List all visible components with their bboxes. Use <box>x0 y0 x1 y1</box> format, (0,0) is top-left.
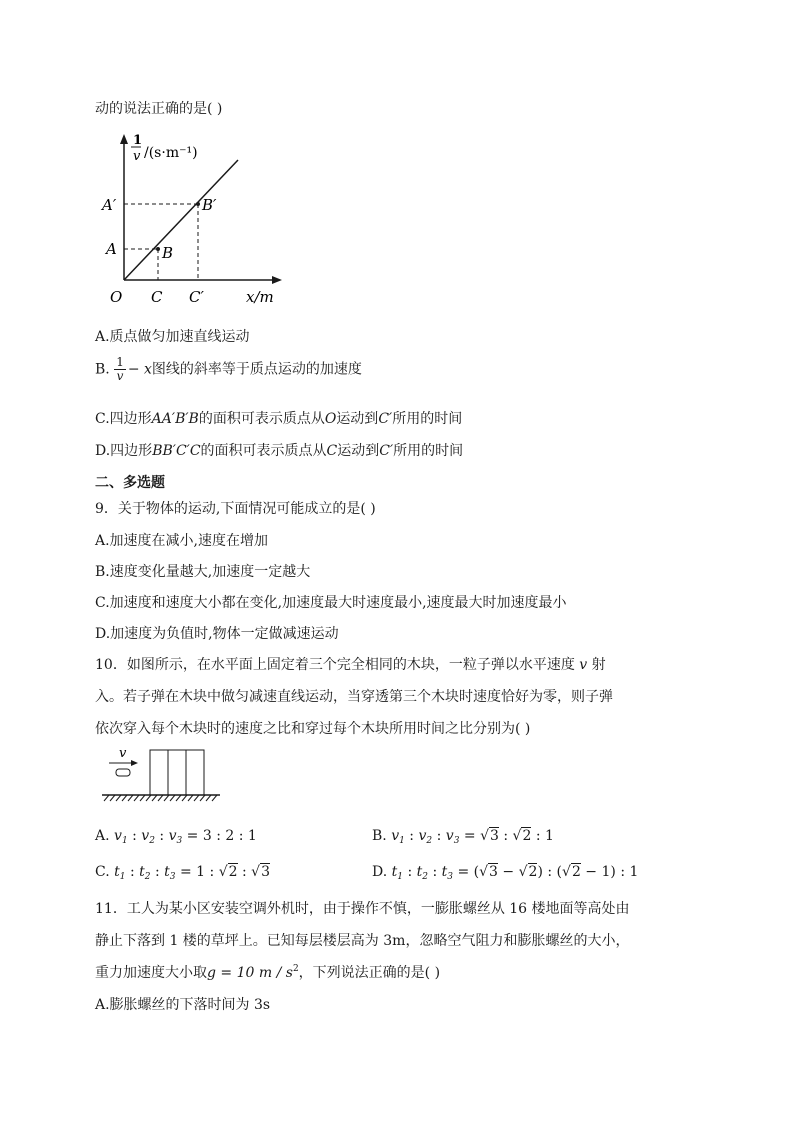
sub1: 1 <box>399 836 405 846</box>
q10-stem-line3: 依次穿入每个木块时的速度之比和穿过每个木块所用时间之比分别为( ) <box>95 721 531 737</box>
q9-option-a: A.加速度在减小,速度在增加 <box>95 533 269 549</box>
c-prefix: C.四边形 <box>95 411 152 427</box>
sub2: 2 <box>422 872 429 882</box>
q9-option-c: C.加速度和速度大小都在变化,加速度最大时速度最小,速度最大时加速度最小 <box>95 595 567 611</box>
d-to-text: 运动到 <box>337 443 380 459</box>
one: 1 <box>601 864 611 880</box>
q8-option-d <box>95 440 463 460</box>
q11-stem-line1: 11．工人为某小区安装空调外机时，由于操作不慎，一膨胀螺丝从 16 楼地面等高处由 <box>95 901 630 917</box>
q10-a-label: A. <box>95 828 115 844</box>
sqrt3: 3 <box>261 864 270 880</box>
q8-option-a: A.质点做匀加速直线运动 <box>95 329 250 345</box>
bullet <box>116 769 130 776</box>
q11-stem-line2: 静止下落到 1 楼的草坪上。已知每层楼层高为 3m，忽略空气阻力和膨胀螺丝的大小， <box>95 933 630 949</box>
c-from: O <box>324 411 337 427</box>
label-A-prime: A′ <box>102 196 117 214</box>
option-b-suffix: 图线的斜率等于质点运动的加速度 <box>151 361 362 378</box>
sqrt2: 2 <box>571 864 581 880</box>
point-B <box>156 247 160 251</box>
eq: = <box>175 864 197 880</box>
sub3: 3 <box>169 872 176 882</box>
sub3: 3 <box>176 836 183 846</box>
q10-stem-line2: 入。若子弹在木块中做匀减速直线运动，当穿透第三个木块时速度恰好为零，则子弹 <box>95 689 613 705</box>
q10-stem-v: v <box>579 657 588 673</box>
sub2: 2 <box>426 836 433 846</box>
y-label-unit: /(s·m⁻¹) <box>144 145 198 161</box>
colon: : <box>127 828 142 844</box>
q11-stem3b: ，下列说法正确的是( ) <box>298 965 441 981</box>
one: 1 <box>629 864 639 880</box>
lp: ( <box>473 864 480 880</box>
q10-b-label: B. <box>372 828 392 844</box>
c-shape: AA′B′B <box>151 411 199 427</box>
q10-option-c: C. $t_1$ : $t_2$ : $t_3 = 1$ : √2 : √3 <box>95 864 270 882</box>
one: 1 <box>196 864 206 880</box>
v: v <box>168 828 177 844</box>
label-O: O <box>110 288 123 306</box>
label-A: A <box>106 240 117 258</box>
sqrt2: 2 <box>522 828 532 844</box>
colon: : <box>428 864 442 880</box>
q9-option-d: D.加速度为负值时,物体一定做减速运动 <box>95 626 339 642</box>
t: t <box>416 864 423 880</box>
label-B: B <box>162 244 174 262</box>
d-to: C′ <box>379 443 394 459</box>
colon: : <box>542 864 557 880</box>
y-axis-arrow <box>120 134 128 144</box>
rp: ) <box>537 864 543 880</box>
colon: : <box>125 864 140 880</box>
q8-stem-tail: 动的说法正确的是( ) <box>95 101 223 117</box>
rp: ) <box>610 864 616 880</box>
frac-den: v <box>116 369 124 383</box>
q9-option-b: B.速度变化量越大,加速度一定越大 <box>95 564 311 580</box>
d-suffix: 所用的时间 <box>393 443 464 459</box>
sub1: 1 <box>397 872 404 882</box>
t: t <box>391 864 398 880</box>
option-b-prefix: B. <box>95 361 115 378</box>
colon: : <box>498 828 513 844</box>
one: 1 <box>545 828 554 844</box>
q10-a-ratio: 3 : 2 : 1 <box>202 828 257 844</box>
v: v <box>445 828 454 844</box>
t: t <box>164 864 170 880</box>
d-prefix: D.四边形 <box>95 443 153 459</box>
v: v <box>114 828 122 844</box>
sqrt2: 2 <box>528 864 538 880</box>
q11-stem3a: 重力加速度大小取 <box>95 965 207 981</box>
colon: : <box>150 864 165 880</box>
sub1: 1 <box>119 872 126 882</box>
q10-d-label: D. <box>372 864 392 880</box>
colon: : <box>403 864 417 880</box>
minus: − <box>580 864 602 880</box>
colon: : <box>404 828 419 844</box>
q8-graph <box>100 130 290 315</box>
colon: : <box>615 864 630 880</box>
q11-stem-line3 <box>95 962 440 982</box>
lp: ( <box>556 864 563 880</box>
x-axis-arrow <box>272 276 282 284</box>
q8-option-b <box>95 356 362 383</box>
label-B-prime: B′ <box>202 196 217 214</box>
colon: : <box>531 828 545 844</box>
velocity-arrowhead <box>131 760 138 766</box>
t: t <box>441 864 448 880</box>
wood-block-2 <box>168 750 186 795</box>
q11-g-formula: g = 10 m / s <box>207 965 293 981</box>
label-x: x/m <box>246 288 274 306</box>
minus: − <box>497 864 519 880</box>
d-shape: BB′C′C <box>152 443 201 459</box>
q10-option-d: D. $t_1$ : $t_2$ : $t_3 = (√3 - √2)$ : (√2 − 1) : 1 <box>372 864 639 882</box>
y-label-den: v <box>133 149 141 164</box>
q11-g-sup: 2 <box>292 964 299 974</box>
eq: = <box>459 828 481 844</box>
option-b-mid: − x <box>127 361 152 378</box>
inverse-v-fraction <box>114 356 126 383</box>
wood-block-1 <box>150 750 168 795</box>
q9-stem: 9．关于物体的运动,下面情况可能成立的是( ) <box>95 501 376 517</box>
eq: = <box>182 828 203 844</box>
sub1: 1 <box>121 836 128 846</box>
colon: : <box>154 828 169 844</box>
graph-line <box>124 160 238 280</box>
t: t <box>114 864 120 880</box>
sub3: 3 <box>447 872 454 882</box>
colon: : <box>205 864 219 880</box>
q11-option-a: A.膨胀螺丝的下落时间为 3s <box>95 997 271 1013</box>
c-to-text: 运动到 <box>336 411 379 427</box>
sqrt2: 2 <box>228 864 238 880</box>
v: v <box>391 828 400 844</box>
wood-block-3 <box>186 750 204 795</box>
q10-figure <box>100 745 225 810</box>
d-mid: 的面积可表示质点从 <box>200 443 327 459</box>
q10-stem1a: 10．如图所示，在水平面上固定着三个完全相同的木块，一粒子弹以水平速度 <box>95 657 575 673</box>
ground-hatching <box>104 795 217 801</box>
c-mid: 的面积可表示质点从 <box>198 411 325 427</box>
point-B-prime <box>196 202 200 206</box>
q8-option-c <box>95 408 462 428</box>
sub3: 3 <box>453 836 460 846</box>
label-C: C <box>151 288 163 306</box>
q10-stem1b: 射 <box>591 657 606 673</box>
sub2: 2 <box>149 836 155 846</box>
eq: = <box>453 864 474 880</box>
q10-c-label: C. <box>95 864 115 880</box>
c-suffix: 所用的时间 <box>392 411 463 427</box>
q10-stem-line1 <box>95 654 606 674</box>
label-C-prime: C′ <box>189 288 204 306</box>
frac-num: 1 <box>116 355 124 369</box>
sqrt3: 3 <box>489 864 498 880</box>
y-label-num: 1 <box>133 133 143 148</box>
q10-option-b: B. $v_1$ : $v_2$ : $v_3 = √3$ : √2 : 1 <box>372 828 554 846</box>
q10-option-a <box>95 828 257 846</box>
t: t <box>139 864 145 880</box>
fig-v-label: v <box>119 746 127 761</box>
colon: : <box>432 828 446 844</box>
sub2: 2 <box>144 872 151 882</box>
colon: : <box>237 864 252 880</box>
v: v <box>418 828 427 844</box>
v: v <box>141 828 150 844</box>
section-title: 二、多选题 <box>95 475 165 491</box>
d-from: C <box>326 443 338 459</box>
c-to: C′ <box>378 411 393 427</box>
sqrt3: 3 <box>489 828 499 844</box>
